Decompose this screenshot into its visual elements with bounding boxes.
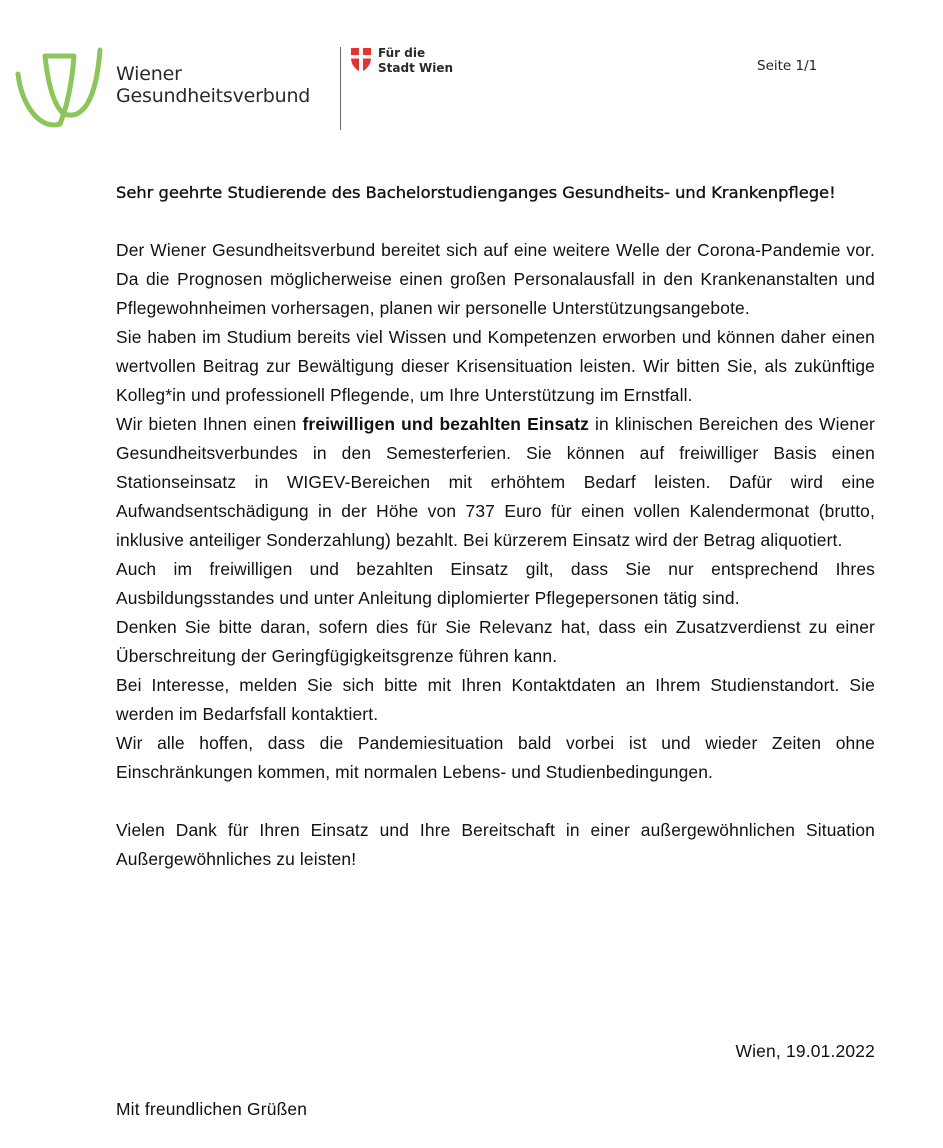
paragraph-supervision: Auch im freiwilligen und bezahlten Einsatz gilt, dass Sie nur entsprechend Ihres Ausbildungsstandes und unter Anleitung diplomierter Pflegepersonen tätig sind. xyxy=(116,559,875,608)
paragraph-income-note: Denken Sie bitte daran, sofern dies für Sie Relevanz hat, dass ein Zusatzverdienst zu einer Überschreitung der Geringfügigkeitsgrenze führen kann. xyxy=(116,617,875,666)
organization-name-line2: Gesundheitsverbund xyxy=(116,85,311,107)
city-label-line1: Für die xyxy=(378,46,426,60)
paragraph-contact: Bei Interesse, melden Sie sich bitte mit Ihren Kontaktdaten an Ihrem Studienstandort. Sie werden im Bedarfsfall kontaktiert. xyxy=(116,675,875,724)
paragraph-intro: Der Wiener Gesundheitsverbund bereitet sich auf eine weitere Welle der Corona-Pandemie vor. Da die Prognosen möglicherweise einen großen Personalausfall in den Krankenanstalten und Pflegewohnheimen vorhersagen, planen wir personelle Unterstützungsangebote. xyxy=(116,240,875,318)
paragraph-hope: Wir alle hoffen, dass die Pandemiesituation bald vorbei ist und wieder Zeiten ohne Einschränkungen kommen, mit normalen Lebens- und Studienbedingungen. xyxy=(116,733,875,782)
paragraph-offer xyxy=(116,410,875,555)
header-divider xyxy=(340,47,341,130)
offer-highlight: freiwilligen und bezahlten Einsatz xyxy=(302,414,590,434)
paragraph-request: Sie haben im Studium bereits viel Wissen und Kompetenzen erworben und können daher einen wertvollen Beitrag zur Bewältigung dieser Krisensituation leisten. Wir bitten Sie, als zukünftige Kolleg*in und professionell Pflegende, um Ihre Unterstützung im Ernstfall. xyxy=(116,327,875,405)
city-label xyxy=(378,46,453,76)
salutation: Sehr geehrte Studierende des Bachelorstudienganges Gesundheits- und Krankenpflege! xyxy=(116,183,836,202)
city-label-line2: Stadt Wien xyxy=(378,61,454,75)
page-number: Seite 1/1 xyxy=(757,58,818,74)
offer-text-after: in klinischen Bereichen des Wiener Gesundheitsverbundes in den Semesterferien. Sie können auf freiwilliger Basis einen Stationseinsatz in WIGEV-Bereichen mit erhöhtem Bedarf leisten. Dafür wird eine Aufwandsentschädigung in der Höhe von 737 Euro für einen vollen Kalendermonat (brutto, inklusive anteiliger Sonderzahlung) bezahlt. Bei kürzerem Einsatz wird der Betrag aliquotiert. xyxy=(116,414,875,550)
offer-text-before: Wir bieten Ihnen einen xyxy=(116,414,303,434)
letter-body xyxy=(116,178,875,874)
place-date: Wien, 19.01.2022 xyxy=(735,1041,875,1061)
vienna-crest-icon xyxy=(350,47,372,73)
organization-name xyxy=(116,63,310,107)
letterhead xyxy=(0,0,943,150)
organization-name-line1: Wiener xyxy=(116,63,182,85)
wigev-logo-icon xyxy=(12,44,108,134)
closing-greeting: Mit freundlichen Grüßen xyxy=(116,1099,308,1119)
paragraph-thanks: Vielen Dank für Ihren Einsatz und Ihre Bereitschaft in einer außergewöhnlichen Situation Außergewöhnliches zu leisten! xyxy=(116,820,875,869)
